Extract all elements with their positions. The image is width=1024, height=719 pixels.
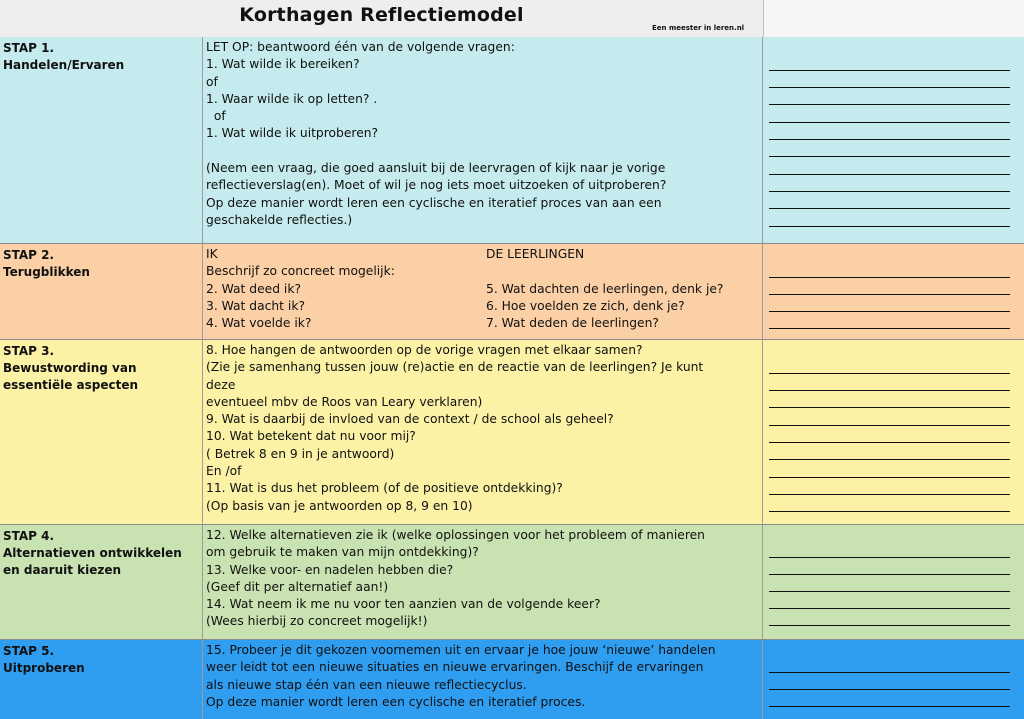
answer-line[interactable] <box>769 425 1010 426</box>
answer-line[interactable] <box>769 557 1010 558</box>
stap-heading: Handelen/Ervaren <box>3 58 125 72</box>
answer-line[interactable] <box>769 139 1010 140</box>
stap-heading: Terugblikken <box>3 265 90 279</box>
stap-content: 12. Welke alternatieven zie ik (welke oplossingen voor het probleem of manieren om gebruik te maken van mijn ontdekking)? 13. Welke voor- en nadelen hebben die? (Geef dit per alternatief aan!) 14. Wat neem ik me nu voor ten aanzien van de volgende keer? (Wees hierbij zo concreet mogelijk!) <box>206 528 705 629</box>
answer-line[interactable] <box>769 477 1010 478</box>
stap-heading: Uitproberen <box>3 661 85 675</box>
row-stap-2 <box>0 244 1024 340</box>
stap-number: STAP 2. <box>3 248 55 262</box>
stap-number: STAP 5. <box>3 644 55 658</box>
stap-heading: Alternatieven ontwikkelen en daaruit kiezen <box>3 546 182 577</box>
answer-line[interactable] <box>769 591 1010 592</box>
answer-line[interactable] <box>769 294 1010 295</box>
answer-line[interactable] <box>769 311 1010 312</box>
answer-line[interactable] <box>769 459 1010 460</box>
label-cell <box>0 340 203 524</box>
row-stap-5 <box>0 640 1024 719</box>
answer-cell[interactable] <box>763 640 1024 719</box>
answer-line[interactable] <box>769 390 1010 391</box>
stap-number: STAP 1. <box>3 41 55 55</box>
answer-line[interactable] <box>769 574 1010 575</box>
answer-line[interactable] <box>769 608 1010 609</box>
row-stap-4 <box>0 525 1024 640</box>
answer-line[interactable] <box>769 672 1010 673</box>
content-cell <box>203 640 763 719</box>
label-cell <box>0 525 203 639</box>
stap-content-ik: IK Beschrijf zo concreet mogelijk: 2. Wat deed ik? 3. Wat dacht ik? 4. Wat voelde ik? <box>206 247 395 331</box>
stap-heading: Bewustwording van essentiële aspecten <box>3 361 139 392</box>
answer-line[interactable] <box>769 494 1010 495</box>
answer-line[interactable] <box>769 174 1010 175</box>
content-cell <box>203 244 763 339</box>
answer-cell[interactable] <box>763 525 1024 639</box>
title-right-cell <box>763 0 1024 37</box>
answer-line[interactable] <box>769 156 1010 157</box>
title-row <box>0 0 1024 38</box>
answer-line[interactable] <box>769 373 1010 374</box>
content-cell <box>203 525 763 639</box>
answer-line[interactable] <box>769 625 1010 626</box>
answer-line[interactable] <box>769 407 1010 408</box>
answer-line[interactable] <box>769 122 1010 123</box>
row-stap-1 <box>0 37 1024 244</box>
answer-line[interactable] <box>769 277 1010 278</box>
answer-cell[interactable] <box>763 340 1024 524</box>
answer-line[interactable] <box>769 191 1010 192</box>
stap-number: STAP 4. <box>3 529 55 543</box>
stap-content: 8. Hoe hangen de antwoorden op de vorige vragen met elkaar samen? (Zie je samenhang tussen jouw (re)actie en de reactie van de leerlingen? Je kunt deze eventueel mbv de Roos van Leary verklaren) 9. Wat is daarbij de invloed van de context / de school als geheel? 10. Wat betekent dat nu voor mij? ( Betrek 8 en 9 in je antwoord) En /of 11. Wat is dus het probleem (of de positieve ontdekking)? (Op basis van je antwoorden op 8, 9 en 10) <box>206 343 704 513</box>
answer-line[interactable] <box>769 511 1010 512</box>
stap-number: STAP 3. <box>3 344 55 358</box>
stap-content-leerlingen: DE LEERLINGEN 5. Wat dachten de leerlingen, denk je? 6. Hoe voelden ze zich, denk je? 7. Wat deden de leerlingen? <box>486 247 724 331</box>
content-cell <box>203 340 763 524</box>
answer-line[interactable] <box>769 328 1010 329</box>
answer-line[interactable] <box>769 70 1010 71</box>
row-stap-3 <box>0 340 1024 525</box>
answer-line[interactable] <box>769 689 1010 690</box>
answer-line[interactable] <box>769 226 1010 227</box>
subtitle: Een meester in leren.nl <box>652 24 745 32</box>
stap-content: LET OP: beantwoord één van de volgende vragen: 1. Wat wilde ik bereiken? of 1. Waar wilde ik op letten? . of 1. Wat wilde ik uitproberen? (Neem een vraag, die goed aansluit bij de leervragen of kijk naar je vorige reflectieverslag(en). Moet of wil je nog iets moet uitzoeken of uitproberen? Op deze manier wordt leren een cyclische en iteratief proces van aan een geschakelde reflecties.) <box>206 40 667 227</box>
answer-cell[interactable] <box>763 244 1024 339</box>
answer-line[interactable] <box>769 706 1010 707</box>
answer-line[interactable] <box>769 208 1010 209</box>
label-cell <box>0 37 203 243</box>
page-title: Korthagen Reflectiemodel <box>239 4 524 26</box>
label-cell <box>0 244 203 339</box>
content-cell <box>203 37 763 243</box>
stap-content: 15. Probeer je dit gekozen voornemen uit en ervaar je hoe jouw ‘nieuwe’ handelen weer leidt tot een nieuwe situaties en nieuwe ervaringen. Beschijf de ervaringen als nieuwe stap één van een nieuwe reflectiecyclus. Op deze manier wordt leren een cyclische en iteratief proces. <box>206 643 716 709</box>
answer-cell[interactable] <box>763 37 1024 243</box>
label-cell <box>0 640 203 719</box>
answer-line[interactable] <box>769 442 1010 443</box>
answer-line[interactable] <box>769 87 1010 88</box>
answer-line[interactable] <box>769 104 1010 105</box>
